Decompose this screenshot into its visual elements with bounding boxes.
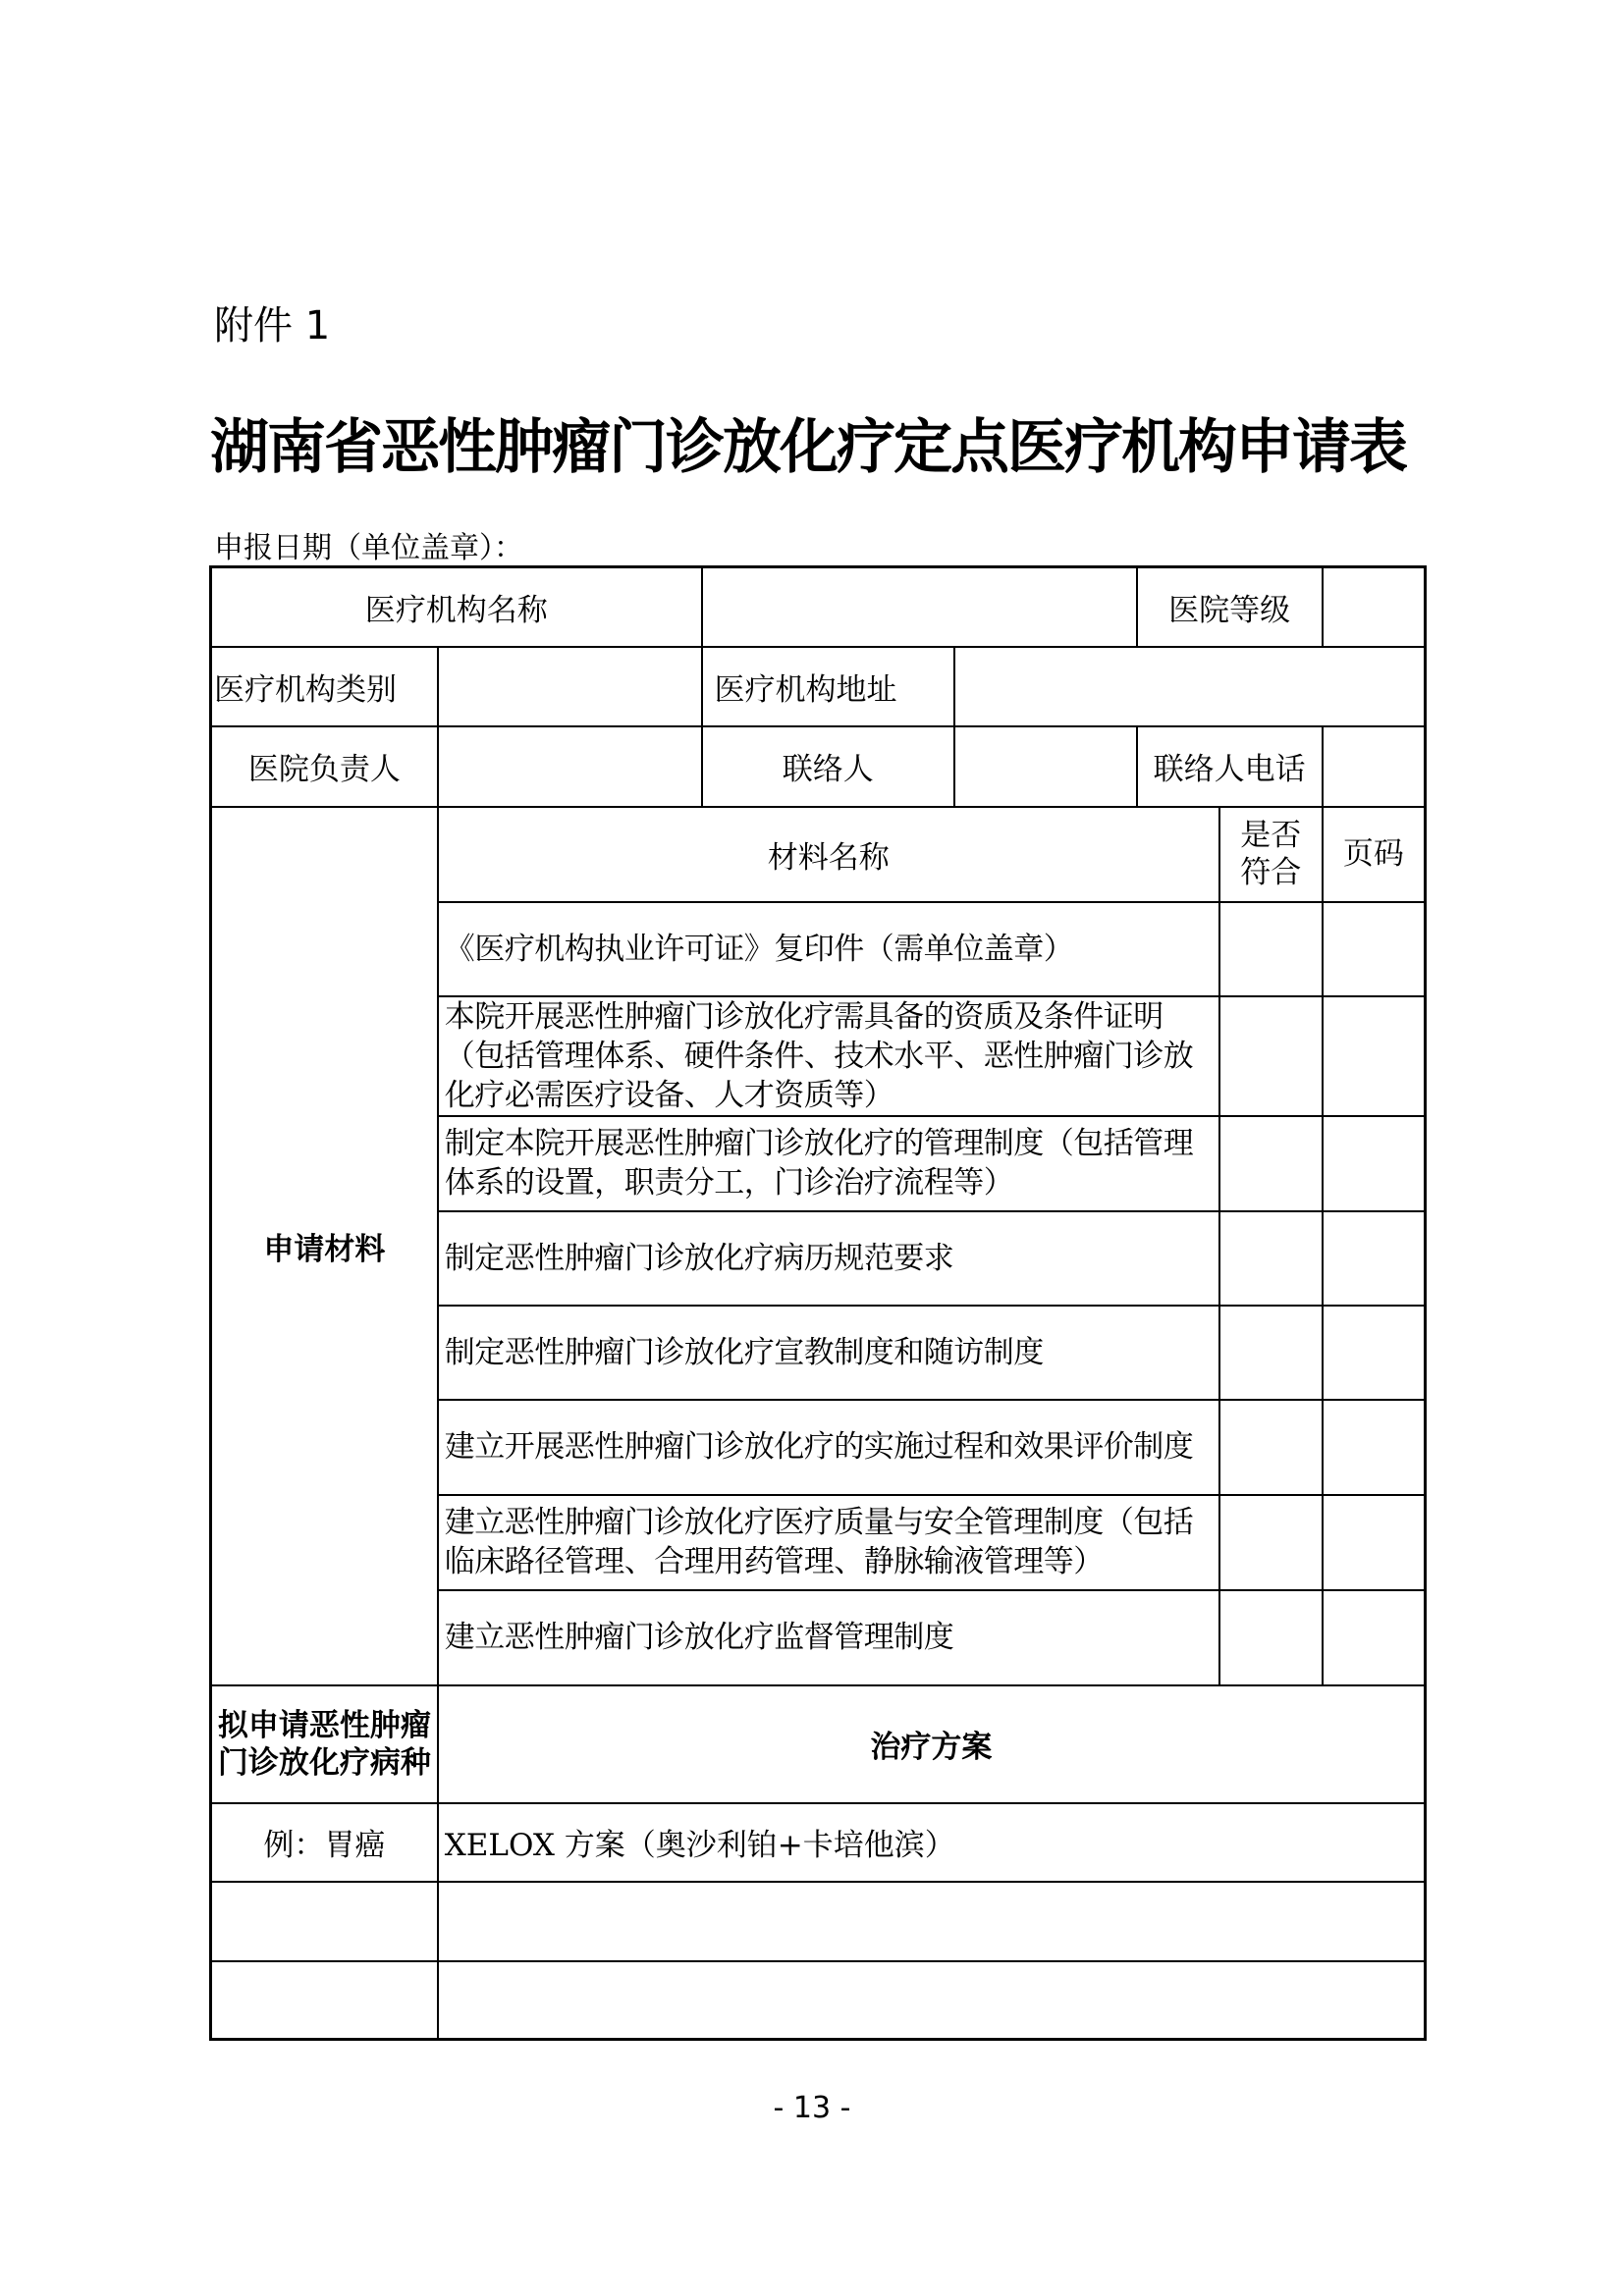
plan-header: 治疗方案 [438,1685,1426,1803]
institution-name-field[interactable] [702,567,1137,647]
institution-address-label: 医疗机构地址 [702,647,954,726]
compliant-cell[interactable] [1219,1306,1323,1400]
page-cell[interactable] [1323,1306,1426,1400]
material-item-5: 制定恶性肿瘤门诊放化疗宣教制度和随访制度 [438,1306,1219,1400]
material-item-1: 《医疗机构执业许可证》复印件（需单位盖章） [438,902,1219,996]
material-item-6: 建立开展恶性肿瘤门诊放化疗的实施过程和效果评价制度 [438,1400,1219,1495]
institution-name-label: 医疗机构名称 [211,567,702,647]
compliant-cell[interactable] [1219,1590,1323,1685]
page-cell[interactable] [1323,1590,1426,1685]
page-header: 页码 [1323,807,1426,902]
report-date-label: 申报日期（单位盖章）： [214,531,523,565]
contact-phone-field[interactable] [1323,726,1426,807]
compliant-cell[interactable] [1219,1400,1323,1495]
form-title: 湖南省恶性肿瘤门诊放化疗定点医疗机构申请表 [210,413,1406,482]
hospital-level-label: 医院等级 [1137,567,1323,647]
disease-header: 拟申请恶性肿瘤门诊放化疗病种 [211,1685,438,1803]
treatment-header-row [211,1685,1426,1803]
institution-type-label: 医疗机构类别 [211,647,438,726]
treatment-example-row [211,1803,1426,1882]
page-cell[interactable] [1323,1116,1426,1211]
page-number: - 13 - [773,2091,851,2125]
hospital-level-field[interactable] [1323,567,1426,647]
contact-field[interactable] [954,726,1137,807]
compliant-cell[interactable] [1219,902,1323,996]
contact-label: 联络人 [702,726,954,807]
material-item-4: 制定恶性肿瘤门诊放化疗病历规范要求 [438,1211,1219,1306]
compliant-cell[interactable] [1219,1116,1323,1211]
plan-field[interactable] [438,1961,1426,2040]
example-disease: 例：胃癌 [211,1803,438,1882]
compliant-cell[interactable] [1219,996,1323,1116]
hospital-head-label: 医院负责人 [211,726,438,807]
material-item-8: 建立恶性肿瘤门诊放化疗监督管理制度 [438,1590,1219,1685]
page-cell[interactable] [1323,1495,1426,1590]
compliant-header: 是否符合 [1219,807,1323,902]
institution-address-field[interactable] [954,647,1426,726]
attachment-label: 附件 1 [214,303,331,348]
info-row-3 [211,726,1426,807]
page-cell[interactable] [1323,902,1426,996]
materials-name-header: 材料名称 [438,807,1219,902]
material-item-2: 本院开展恶性肿瘤门诊放化疗需具备的资质及条件证明（包括管理体系、硬件条件、技术水平、恶性肿瘤门诊放化疗必需医疗设备、人才资质等） [438,996,1219,1116]
compliant-cell[interactable] [1219,1495,1323,1590]
contact-phone-label: 联络人电话 [1137,726,1323,807]
compliant-cell[interactable] [1219,1211,1323,1306]
disease-field[interactable] [211,1882,438,1961]
page-cell[interactable] [1323,996,1426,1116]
info-row-2 [211,647,1426,726]
hospital-head-field[interactable] [438,726,702,807]
disease-field[interactable] [211,1961,438,2040]
materials-section-label: 申请材料 [211,807,438,1685]
example-plan: XELOX 方案（奥沙利铂+卡培他滨） [438,1803,1426,1882]
treatment-blank-row [211,1961,1426,2040]
treatment-blank-row [211,1882,1426,1961]
materials-header-row [211,807,1426,902]
institution-type-field[interactable] [438,647,702,726]
page-cell[interactable] [1323,1400,1426,1495]
page-cell[interactable] [1323,1211,1426,1306]
application-form-table [209,565,1427,2041]
plan-field[interactable] [438,1882,1426,1961]
material-item-3: 制定本院开展恶性肿瘤门诊放化疗的管理制度（包括管理体系的设置，职责分工，门诊治疗流程等） [438,1116,1219,1211]
info-row-1 [211,567,1426,647]
material-item-7: 建立恶性肿瘤门诊放化疗医疗质量与安全管理制度（包括临床路径管理、合理用药管理、静脉输液管理等） [438,1495,1219,1590]
